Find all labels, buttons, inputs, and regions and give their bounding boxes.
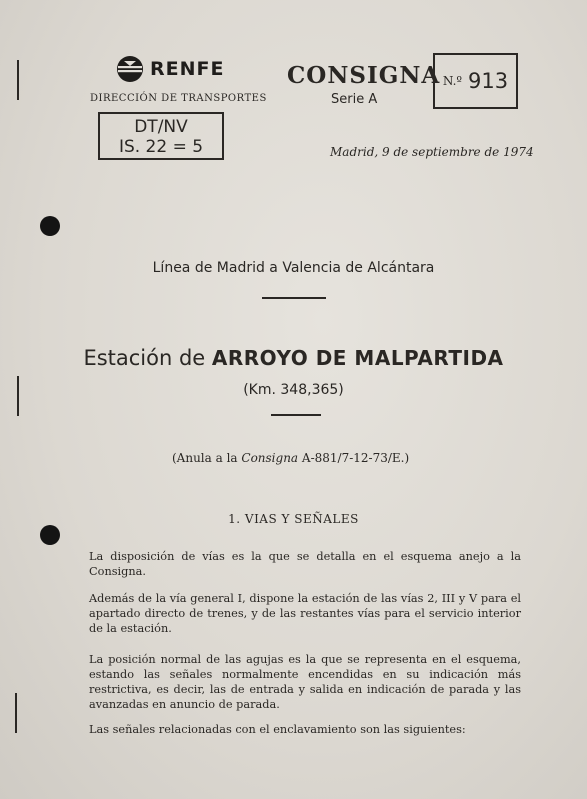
number-prefix: N.º <box>442 74 463 88</box>
annulment-note <box>172 451 409 465</box>
margin-mark <box>15 693 17 733</box>
station-prefix: Estación de <box>83 346 212 370</box>
doc-number: 913 <box>468 69 509 93</box>
doc-number-box <box>433 53 518 109</box>
line-title: Línea de Madrid a Valencia de Alcántara <box>152 260 435 276</box>
department-label: DIRECCIÓN DE TRANSPORTES <box>90 93 267 104</box>
station-title <box>0 346 587 370</box>
paragraph: La disposición de vías es la que se detalla en el esquema anejo a la Consigna. <box>89 550 521 578</box>
paragraph: Además de la vía general I, dispone la estación de las vías 2, III y V para el apartado directo de trenes, y de las restantes vías para el servicio interior de la estación. <box>89 592 521 635</box>
station-km: (Km. 348,365) <box>243 382 344 398</box>
annulment-suffix: A-881/7-12-73/E.) <box>298 451 410 465</box>
annulment-prefix: (Anula a la <box>172 451 242 465</box>
paragraph: La posición normal de las agujas es la que se representa en el esquema, estando las señales normalmente encendidas en su indicación más restrictiva, es decir, las de entrada y salida en indicación de parada y las avanzadas en anuncio de parada. <box>89 653 521 711</box>
reference-stamp <box>98 112 224 160</box>
punch-hole-top <box>40 216 60 236</box>
stamp-line-1: DT/NV <box>134 117 188 137</box>
station-name: ARROYO DE MALPARTIDA <box>211 346 504 370</box>
annulment-italic: Consigna <box>241 451 299 465</box>
punch-hole-bottom <box>40 525 60 545</box>
serie-label: Serie A <box>331 92 378 107</box>
margin-mark <box>17 60 19 100</box>
stamp-line-2: IS. 22 = 5 <box>118 137 204 157</box>
paragraph: Las señales relacionadas con el enclavamiento son las siguientes: <box>89 723 466 736</box>
brand-name: RENFE <box>150 58 225 80</box>
doc-date: Madrid, 9 de septiembre de 1974 <box>330 145 534 159</box>
renfe-logo <box>116 55 224 83</box>
renfe-logo-icon <box>116 55 144 83</box>
section-title: 1. VIAS Y SEÑALES <box>228 512 359 526</box>
divider <box>262 297 326 299</box>
doc-type: CONSIGNA <box>287 62 441 89</box>
divider <box>271 414 321 416</box>
